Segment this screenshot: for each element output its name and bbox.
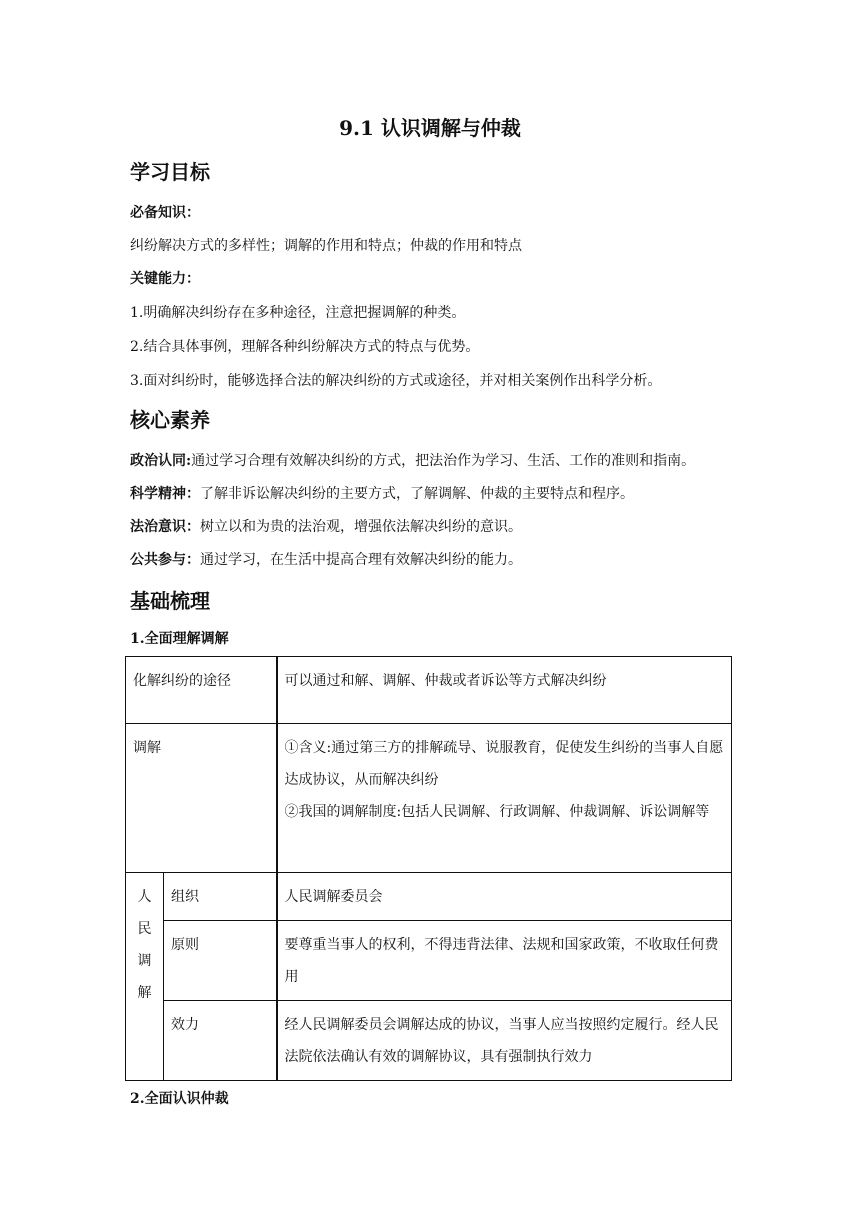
literacy-label: 公共参与： [130,552,200,568]
heading-learning-goals: 学习目标 [130,160,210,184]
literacy-text: 了解非诉讼解决纠纷的主要方式，了解调解、仲裁的主要特点和程序。 [200,486,634,502]
heading-core-literacy: 核心素养 [130,408,210,432]
table-cell-label: 调解 [126,724,277,873]
literacy-text: 树立以和为贵的法治观，增强依法解决纠纷的意识。 [200,519,522,535]
literacy-text: 通过学习合理有效解决纠纷的方式，把法治作为学习、生活、工作的准则和指南。 [191,453,696,469]
mediation-table [125,656,732,1081]
table-cell-text: 人民调解委员会 [277,873,732,921]
ability-item: 3.面对纠纷时，能够选择合法的解决纠纷的方式或途径，并对相关案例作出科学分析。 [130,373,662,389]
table-cell-label: 化解纠纷的途径 [126,657,277,724]
subheading-mediation: 1.全面理解调解 [130,631,229,647]
knowledge-label: 必备知识： [130,205,200,221]
mediation-system: ②我国的调解制度:包括人民调解、行政调解、仲裁调解、诉讼调解等 [284,804,710,820]
table-cell-label: 效力 [164,1001,277,1081]
table-row [126,724,732,873]
subheading-arbitration: 2.全面认识仲裁 [130,1091,229,1107]
literacy-label: 法治意识： [130,519,200,535]
table-cell-label: 原则 [164,921,277,1001]
heading-basics: 基础梳理 [130,589,210,613]
table-cell-text: 经人民调解委员会调解达成的协议，当事人应当按照约定履行。经人民法院依法确认有效的调解协议，具有强制执行效力 [277,1001,732,1081]
ability-label: 关键能力： [130,271,200,287]
knowledge-text: 纠纷解决方式的多样性；调解的作用和特点；仲裁的作用和特点 [130,238,522,254]
literacy-item [130,483,634,505]
table-row [126,1001,732,1081]
literacy-label: 政治认同: [130,453,192,469]
table-row [126,921,732,1001]
table-row [126,657,732,724]
table-cell-text: 可以通过和解、调解、仲裁或者诉讼等方式解决纠纷 [277,657,732,724]
table-cell-label: 组织 [164,873,277,921]
literacy-label: 科学精神： [130,486,200,502]
literacy-item [130,549,522,571]
literacy-item [130,450,695,472]
ability-item: 1.明确解决纠纷存在多种途径，注意把握调解的种类。 [130,305,466,321]
literacy-item [130,516,522,538]
table-cell-text: 要尊重当事人的权利，不得违背法律、法规和国家政策，不收取任何费用 [277,921,732,1001]
table-row [126,873,732,921]
literacy-text: 通过学习，在生活中提高合理有效解决纠纷的能力。 [200,552,522,568]
table-cell-text [277,724,732,873]
document-title: 9.1 认识调解与仲裁 [339,116,521,140]
mediation-meaning: ①含义:通过第三方的排解疏导、说服教育，促使发生纠纷的当事人自愿达成协议，从而解决纠纷 [284,740,724,788]
people-mediation-label: 人 民 调 解 [126,873,164,1081]
ability-item: 2.结合具体事例，理解各种纠纷解决方式的特点与优势。 [130,339,480,355]
